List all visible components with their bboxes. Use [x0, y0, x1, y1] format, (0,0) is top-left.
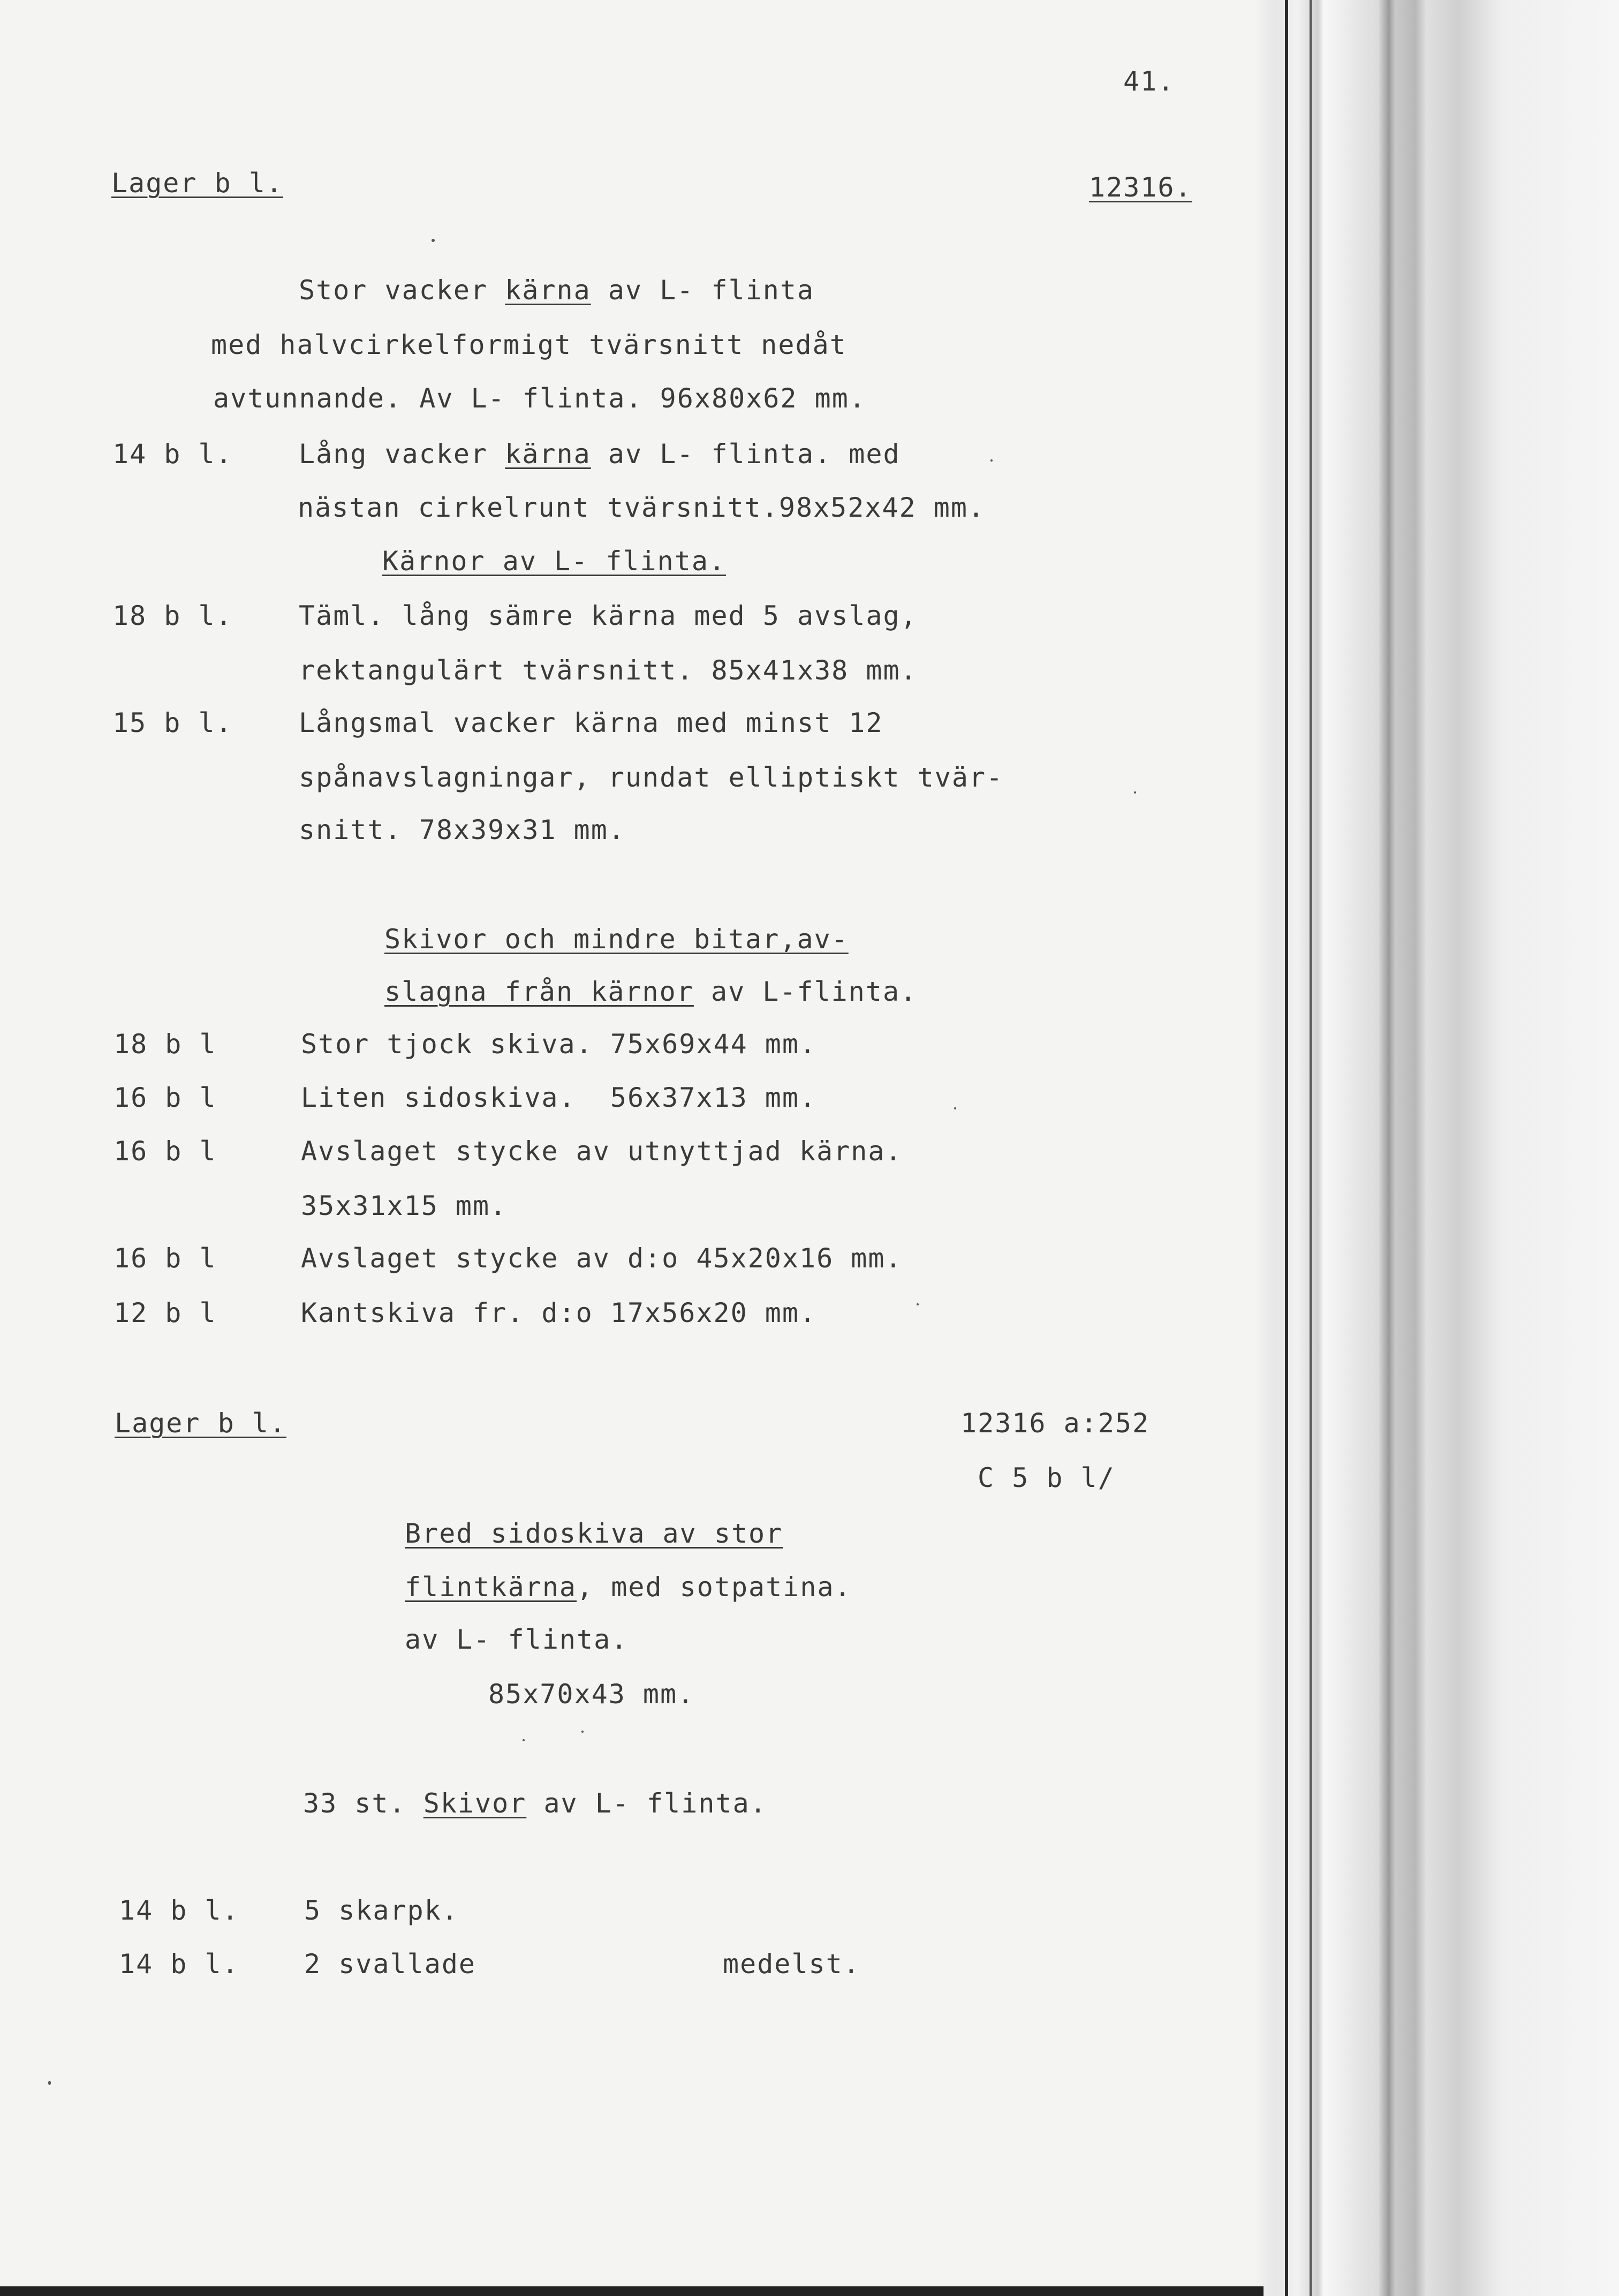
- page-number: 41.: [1123, 66, 1175, 97]
- layer-code: 15 b l.: [112, 707, 233, 738]
- layer-code: 16 b l: [114, 1082, 217, 1113]
- scan-speck: [917, 1303, 919, 1305]
- text-line: Avslaget stycke av utnyttjad kärna.: [301, 1136, 903, 1167]
- scan-edge: [0, 2286, 1264, 2296]
- text-line: Avslaget stycke av d:o 45x20x16 mm.: [301, 1243, 903, 1274]
- text-line: medelst.: [723, 1948, 860, 1980]
- catalog-number: 12316.: [1089, 172, 1192, 203]
- text-line: rektangulärt tvärsnitt. 85x41x38 mm.: [299, 655, 918, 686]
- layer-code: 18 b l: [114, 1029, 217, 1060]
- binding-line: [1310, 0, 1312, 2296]
- scan-speck: [990, 459, 993, 462]
- text-line: 85x70x43 mm.: [488, 1679, 695, 1710]
- text-line: avtunnande. Av L- flinta. 96x80x62 mm.: [213, 383, 866, 414]
- layer-code: 16 b l: [114, 1136, 217, 1167]
- text-line: Liten sidoskiva. 56x37x13 mm.: [301, 1082, 817, 1113]
- text-line: Kantskiva fr. d:o 17x56x20 mm.: [301, 1297, 817, 1328]
- text-line: Stor vacker kärna av L- flinta: [299, 275, 815, 306]
- text-line: Lång vacker kärna av L- flinta. med: [299, 439, 901, 470]
- layer-code: 14 b l.: [119, 1948, 239, 1980]
- subheading: Skivor och mindre bitar,av-: [384, 924, 849, 955]
- text-line: med halvcirkelformigt tvärsnitt nedåt: [211, 329, 847, 360]
- text-line: nästan cirkelrunt tvärsnitt.98x52x42 mm.: [298, 492, 986, 523]
- text-line: av L- flinta.: [405, 1624, 629, 1655]
- layer-code: 12 b l: [114, 1297, 217, 1328]
- scan-speck: [581, 1731, 584, 1733]
- subheading: Kärnor av L- flinta.: [382, 546, 727, 577]
- layer-code: 14 b l.: [112, 439, 233, 470]
- scan-speck: [1134, 791, 1136, 794]
- text-line: 5 skarpk.: [304, 1895, 459, 1926]
- text-line: Täml. lång sämre kärna med 5 avslag,: [299, 600, 918, 631]
- layer-code: 14 b l.: [119, 1895, 239, 1926]
- layer-code: C 5 b l/: [978, 1462, 1115, 1493]
- scan-speck: [954, 1107, 956, 1109]
- text-line: Bred sidoskiva av stor: [405, 1518, 783, 1549]
- text-line: flintkärna, med sotpatina.: [405, 1572, 852, 1603]
- section-heading: Lager b l.: [115, 1408, 287, 1439]
- subheading: slagna från kärnor av L-flinta.: [384, 976, 918, 1007]
- text-line: Långsmal vacker kärna med minst 12: [299, 707, 883, 738]
- text-line: spånavslagningar, rundat elliptiskt tvär-: [299, 762, 1004, 793]
- text-line: Stor tjock skiva. 75x69x44 mm.: [301, 1029, 817, 1060]
- scan-speck: [432, 239, 435, 242]
- text-line: snitt. 78x39x31 mm.: [299, 814, 625, 845]
- text-line: 35x31x15 mm.: [301, 1190, 508, 1221]
- scan-speck: [48, 2081, 51, 2085]
- text-line: 33 st. Skivor av L- flinta.: [303, 1788, 767, 1819]
- catalog-number: 12316 a:252: [960, 1408, 1150, 1439]
- scan-speck: [523, 1739, 525, 1741]
- binding-line: [1285, 0, 1288, 2296]
- layer-code: 16 b l: [114, 1243, 217, 1274]
- layer-code: 18 b l.: [112, 600, 233, 631]
- text-line: 2 svallade: [304, 1948, 476, 1980]
- section-heading: Lager b l.: [111, 168, 284, 199]
